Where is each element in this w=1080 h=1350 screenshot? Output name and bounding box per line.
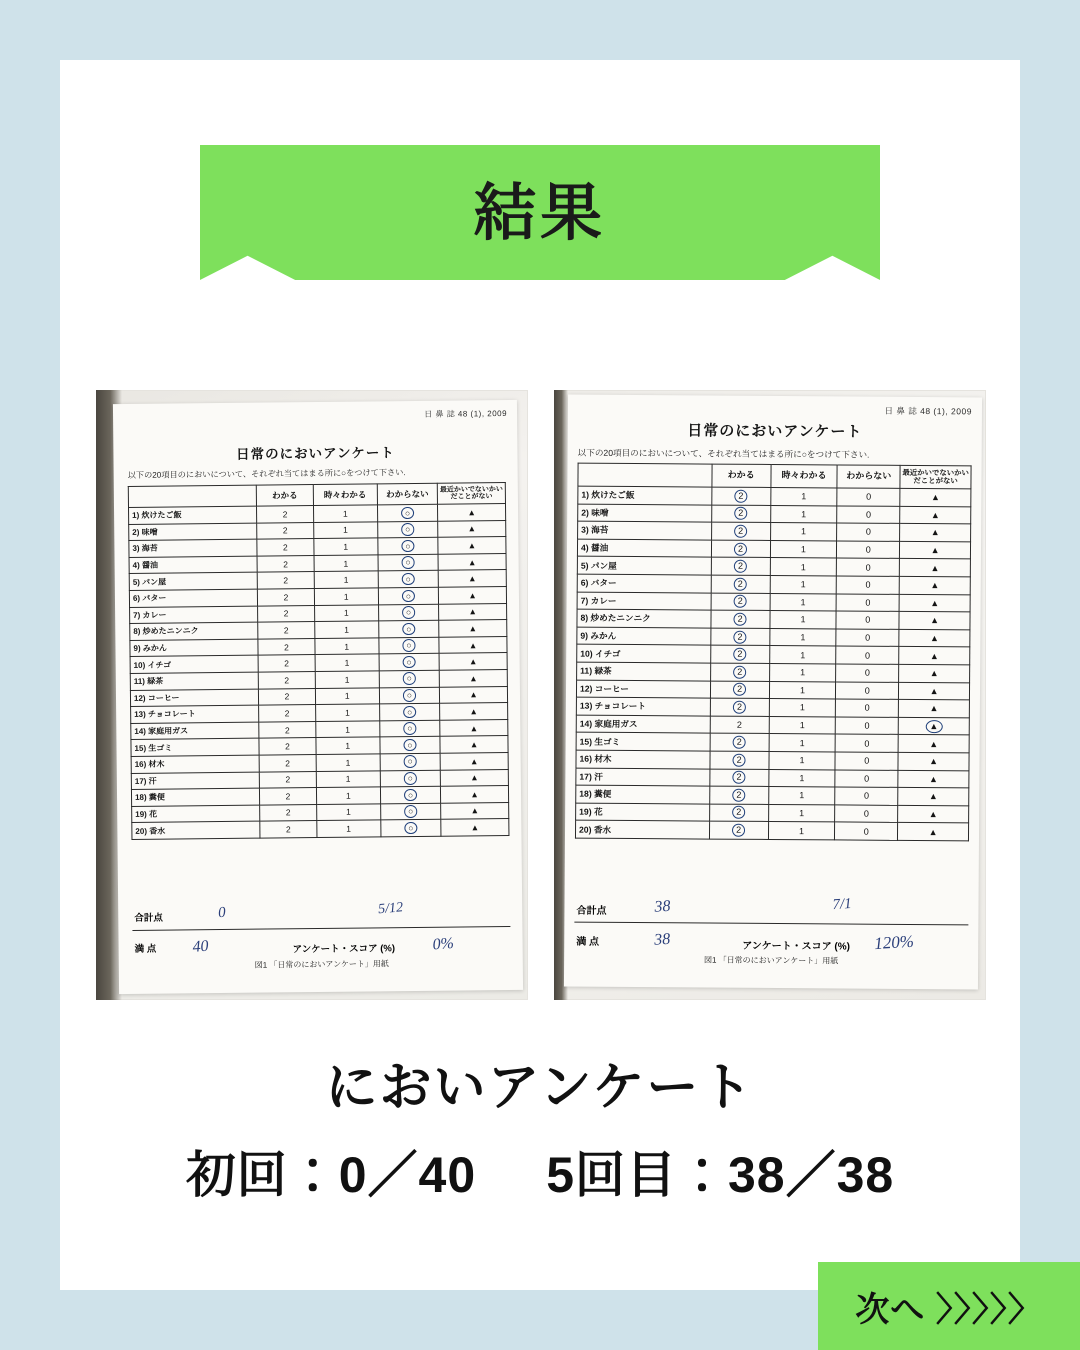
survey-item-label: 16) 材木 (576, 750, 710, 769)
survey-answer-cell[interactable] (711, 593, 770, 611)
survey-answer-cell[interactable]: 2 (258, 622, 315, 639)
survey-footer-right (574, 895, 968, 968)
survey-item-label: 8) 炒めたニンニク (130, 622, 258, 640)
survey-answer-cell[interactable]: ▲ (899, 664, 970, 682)
survey-sheet-fifth (564, 395, 982, 990)
survey-answer-cell[interactable] (378, 537, 438, 554)
survey-answer-cell[interactable] (380, 737, 440, 754)
survey-answer-cell[interactable]: 1 (314, 588, 378, 605)
survey-answer-cell[interactable]: 2 (710, 716, 769, 734)
max-label-right: 満 点 (576, 936, 600, 948)
survey-answer-cell[interactable] (710, 645, 769, 663)
survey-answer-cell[interactable]: 1 (769, 699, 836, 717)
journal-citation-right: 日 鼻 誌 48 (1), 2009 (884, 405, 972, 417)
survey-answer-cell[interactable]: ▲ (439, 620, 507, 637)
survey-item-label: 18) 糞便 (131, 788, 259, 806)
document-instruction-left: 以下の20項目のにおいについて、それぞれ当てはまる所に○をつけて下さい. (127, 468, 406, 480)
survey-item-label: 2) 味噌 (578, 504, 712, 523)
max-label-left: 満 点 (134, 943, 157, 955)
date-note-left: 5/12 (377, 900, 404, 918)
survey-answer-cell[interactable]: 1 (315, 671, 379, 688)
survey-answer-cell[interactable]: 1 (315, 704, 379, 721)
survey-answer-cell[interactable]: ▲ (439, 669, 507, 686)
survey-answer-cell[interactable]: 1 (769, 663, 836, 681)
photo-row (96, 390, 986, 1000)
table-row (132, 819, 509, 840)
survey-answer-cell[interactable] (710, 751, 769, 769)
survey-answer-cell[interactable] (709, 786, 768, 804)
survey-answer-cell[interactable] (378, 604, 438, 621)
survey-item-label: 14) 家庭用ガス (131, 722, 259, 740)
survey-answer-cell[interactable]: 1 (768, 769, 835, 787)
circle-mark-icon: ○ (404, 822, 417, 835)
survey-answer-cell[interactable] (710, 663, 769, 681)
survey-answer-cell[interactable] (378, 587, 438, 604)
survey-item-label: 11) 緑茶 (130, 672, 258, 690)
circle-mark-icon: 2 (734, 560, 747, 573)
survey-item-label: 13) チョコレート (131, 705, 259, 723)
survey-answer-cell[interactable]: 0 (837, 576, 900, 594)
survey-header-1: わかる (256, 485, 313, 507)
circle-mark-icon: ○ (401, 523, 414, 536)
survey-answer-cell[interactable]: 2 (259, 721, 316, 738)
survey-answer-cell[interactable] (380, 803, 440, 820)
survey-answer-cell[interactable]: 0 (835, 734, 898, 752)
survey-answer-cell[interactable]: ▲ (899, 700, 970, 718)
survey-answer-cell[interactable]: 2 (259, 705, 316, 722)
survey-answer-cell[interactable]: ▲ (898, 787, 969, 805)
survey-answer-cell[interactable]: 1 (769, 716, 836, 734)
survey-answer-cell[interactable]: 2 (259, 754, 316, 771)
circle-mark-icon: ○ (402, 656, 415, 669)
survey-answer-cell[interactable] (379, 620, 439, 637)
result-banner (200, 145, 880, 280)
circle-mark-icon: 2 (734, 577, 747, 590)
survey-answer-cell[interactable]: 1 (315, 687, 379, 704)
survey-answer-cell[interactable]: 0 (835, 787, 898, 805)
survey-answer-cell[interactable]: ▲ (900, 559, 971, 577)
survey-answer-cell[interactable]: 1 (769, 681, 836, 699)
survey-answer-cell[interactable]: ▲ (438, 553, 506, 570)
survey-header-4: 最近かいでないかいだことがない (437, 483, 505, 505)
caption-scores (60, 1135, 1020, 1207)
circle-mark-icon: 2 (733, 630, 746, 643)
survey-answer-cell[interactable]: 1 (313, 521, 377, 538)
survey-item-label: 1) 炊けたご飯 (129, 506, 257, 524)
survey-answer-cell[interactable] (711, 610, 770, 628)
survey-footer-left (132, 900, 511, 972)
survey-answer-cell[interactable]: ▲ (899, 576, 970, 594)
survey-item-label: 8) 炒めたニンニク (577, 609, 711, 628)
circle-mark-icon: ○ (403, 722, 416, 735)
circle-mark-icon: ○ (403, 672, 416, 685)
survey-answer-cell[interactable]: 0 (836, 594, 899, 612)
survey-answer-cell[interactable]: 0 (837, 523, 900, 541)
score-fifth-visit: 5回目：38／38 (546, 1147, 895, 1203)
total-value-left: 0 (217, 904, 227, 922)
survey-table-head-right (578, 463, 971, 489)
circle-mark-icon: ○ (401, 556, 414, 569)
survey-answer-cell[interactable]: ▲ (898, 805, 969, 823)
survey-answer-cell[interactable] (898, 717, 969, 735)
circle-mark-icon: 2 (734, 613, 747, 626)
survey-item-label: 17) 汗 (131, 772, 259, 790)
survey-item-label: 20) 香水 (132, 821, 260, 839)
next-button[interactable] (818, 1262, 1080, 1350)
max-value-right: 38 (653, 930, 671, 949)
survey-answer-cell[interactable] (380, 753, 440, 770)
table-row (575, 820, 968, 840)
survey-header-3: わからない (837, 465, 900, 488)
survey-answer-cell[interactable]: ▲ (439, 653, 507, 670)
survey-item-label: 7) カレー (577, 592, 711, 611)
survey-answer-cell[interactable]: 1 (768, 787, 835, 805)
content-card (60, 60, 1020, 1290)
survey-item-label: 16) 材木 (131, 755, 259, 773)
circle-mark-icon: 2 (734, 507, 747, 520)
survey-item-label: 9) みかん (577, 627, 711, 646)
survey-answer-cell[interactable]: ▲ (440, 752, 508, 769)
survey-answer-cell[interactable] (381, 820, 441, 837)
survey-answer-cell[interactable]: 1 (316, 737, 380, 754)
survey-answer-cell[interactable] (711, 505, 770, 523)
survey-answer-cell[interactable] (379, 654, 439, 671)
survey-item-label: 5) パン屋 (577, 557, 711, 576)
survey-answer-cell[interactable]: 2 (258, 605, 315, 622)
survey-item-label: 5) パン屋 (129, 573, 257, 591)
survey-answer-cell[interactable]: 1 (770, 487, 837, 505)
survey-item-label: 12) コーヒー (576, 680, 710, 699)
survey-answer-cell[interactable] (380, 720, 440, 737)
survey-answer-cell[interactable]: 1 (769, 751, 836, 769)
survey-answer-cell[interactable]: 1 (314, 538, 378, 555)
total-value-right: 38 (653, 897, 671, 916)
survey-answer-cell[interactable]: 0 (837, 558, 900, 576)
survey-header-2: 時々わかる (313, 484, 377, 506)
survey-item-label: 10) イチゴ (130, 655, 258, 673)
survey-answer-cell[interactable]: ▲ (898, 823, 969, 841)
document-title-left: 日常のにおいアンケート (236, 445, 395, 462)
survey-answer-cell[interactable] (377, 521, 437, 538)
survey-answer-cell[interactable]: 1 (316, 770, 380, 787)
survey-answer-cell[interactable]: ▲ (438, 504, 506, 521)
survey-answer-cell[interactable]: 2 (258, 655, 315, 672)
survey-answer-cell[interactable]: ▲ (440, 769, 508, 786)
survey-answer-cell[interactable]: 1 (770, 611, 837, 629)
survey-answer-cell[interactable]: 1 (768, 804, 835, 822)
survey-answer-cell[interactable]: 1 (769, 628, 836, 646)
survey-answer-cell[interactable]: 1 (770, 523, 837, 541)
circle-mark-icon: ○ (403, 689, 416, 702)
survey-photo-fifth[interactable] (554, 390, 986, 1000)
survey-answer-cell[interactable]: ▲ (899, 612, 970, 630)
circle-mark-icon: 2 (734, 525, 747, 538)
score-label-right: アンケート・スコア (%) (742, 940, 850, 953)
figure-caption-left: 図1 「日常のにおいアンケート」用紙 (254, 959, 389, 970)
survey-answer-cell[interactable]: 0 (837, 541, 900, 559)
survey-header-2: 時々わかる (770, 464, 837, 487)
survey-answer-cell[interactable]: ▲ (899, 682, 970, 700)
survey-answer-cell[interactable] (711, 575, 770, 593)
survey-answer-cell[interactable]: 0 (837, 506, 900, 524)
circle-mark-icon: ○ (402, 639, 415, 652)
survey-answer-cell[interactable]: 2 (258, 671, 315, 688)
survey-answer-cell[interactable]: 0 (835, 805, 898, 823)
survey-answer-cell[interactable] (379, 637, 439, 654)
survey-item-label: 14) 家庭用ガス (576, 715, 710, 734)
survey-answer-cell[interactable] (377, 504, 437, 521)
survey-answer-cell[interactable]: 1 (315, 638, 379, 655)
survey-answer-cell[interactable]: ▲ (440, 736, 508, 753)
survey-header-3: わからない (377, 483, 438, 505)
survey-answer-cell[interactable] (379, 687, 439, 704)
survey-item-label: 3) 海苔 (129, 539, 257, 557)
survey-answer-cell[interactable]: ▲ (438, 537, 506, 554)
caption-title: においアンケート (325, 1059, 755, 1117)
survey-answer-cell[interactable]: 0 (836, 681, 899, 699)
survey-item-label: 15) 生ゴミ (131, 738, 259, 756)
survey-answer-cell[interactable]: 0 (836, 629, 899, 647)
survey-answer-cell[interactable]: 1 (314, 604, 378, 621)
survey-answer-cell[interactable]: ▲ (438, 570, 506, 587)
survey-answer-cell[interactable]: ▲ (898, 770, 969, 788)
circle-mark-icon: ○ (404, 772, 417, 785)
survey-answer-cell[interactable]: ▲ (900, 541, 971, 559)
document-instruction-right: 以下の20項目のにおいについて、それぞれ当てはまる所に○をつけて下さい. (577, 447, 870, 460)
circle-mark-icon: 2 (733, 648, 746, 661)
circle-mark-icon: ○ (401, 507, 414, 520)
survey-answer-cell[interactable] (710, 628, 769, 646)
survey-answer-cell[interactable]: 1 (769, 646, 836, 664)
journal-citation-left: 日 鼻 誌 48 (1), 2009 (424, 409, 508, 419)
survey-answer-cell[interactable]: ▲ (441, 802, 509, 819)
survey-header-0 (578, 463, 712, 487)
survey-header-0 (128, 485, 256, 507)
survey-item-label: 4) 醤油 (577, 539, 711, 558)
survey-answer-cell[interactable]: 2 (257, 506, 314, 523)
total-label-left: 合計点 (134, 912, 163, 924)
survey-item-label: 18) 糞便 (576, 785, 710, 804)
survey-answer-cell[interactable]: 2 (260, 804, 317, 821)
survey-answer-cell[interactable] (709, 769, 768, 787)
document-title-right: 日常のにおいアンケート (687, 422, 863, 441)
survey-table-body-right (575, 486, 970, 841)
survey-item-label: 10) イチゴ (577, 644, 711, 663)
survey-answer-cell[interactable]: 0 (836, 717, 899, 735)
survey-answer-cell[interactable]: 2 (258, 589, 315, 606)
survey-answer-cell[interactable]: 1 (768, 822, 835, 840)
survey-answer-cell[interactable]: 1 (770, 505, 837, 523)
survey-answer-cell[interactable]: 2 (259, 688, 316, 705)
survey-answer-cell[interactable]: 2 (257, 522, 314, 539)
circle-mark-icon: 2 (733, 736, 746, 749)
survey-answer-cell[interactable]: ▲ (900, 488, 971, 506)
circle-mark-icon: 2 (732, 806, 745, 819)
survey-answer-cell[interactable] (709, 821, 768, 839)
survey-answer-cell[interactable] (380, 770, 440, 787)
survey-answer-cell[interactable]: 1 (315, 721, 379, 738)
table-header-row (578, 463, 971, 489)
survey-answer-cell[interactable]: ▲ (899, 647, 970, 665)
next-button-label: 次へ 〉〉〉〉〉 (855, 1290, 1043, 1329)
survey-answer-cell[interactable]: 0 (836, 646, 899, 664)
circle-mark-icon: ○ (402, 623, 415, 636)
survey-answer-cell[interactable] (709, 804, 768, 822)
score-label-left: アンケート・スコア (%) (292, 943, 396, 956)
survey-answer-cell[interactable] (378, 571, 438, 588)
survey-answer-cell[interactable]: 1 (316, 754, 380, 771)
circle-mark-icon: 2 (734, 490, 747, 503)
survey-answer-cell[interactable] (711, 487, 770, 505)
survey-table-right (575, 463, 972, 842)
score-value-left: 0% (431, 934, 455, 954)
survey-item-label: 9) みかん (130, 639, 258, 657)
survey-sheet-first (113, 400, 523, 994)
survey-answer-cell[interactable]: 2 (257, 572, 314, 589)
survey-answer-cell[interactable]: 0 (836, 699, 899, 717)
survey-header-1: わかる (712, 464, 771, 487)
circle-mark-icon: ○ (403, 755, 416, 768)
circle-mark-icon: ○ (401, 540, 414, 553)
survey-answer-cell[interactable]: 2 (257, 539, 314, 556)
survey-answer-cell[interactable]: 0 (836, 664, 899, 682)
survey-answer-cell[interactable]: 2 (257, 555, 314, 572)
survey-item-label: 19) 花 (132, 805, 260, 823)
survey-table-wrap-right (575, 463, 972, 842)
survey-answer-cell[interactable]: ▲ (900, 524, 971, 542)
survey-answer-cell[interactable]: ▲ (898, 735, 969, 753)
survey-answer-cell[interactable]: 2 (258, 638, 315, 655)
survey-answer-cell[interactable]: 0 (836, 611, 899, 629)
survey-answer-cell[interactable]: 1 (313, 505, 377, 522)
survey-answer-cell[interactable]: ▲ (899, 594, 970, 612)
survey-item-label: 2) 味噌 (129, 523, 257, 541)
survey-answer-cell[interactable]: 1 (314, 571, 378, 588)
max-value-left: 40 (191, 937, 210, 956)
circle-mark-icon: ▲ (925, 720, 942, 733)
circle-mark-icon: ○ (402, 589, 415, 602)
date-note-right: 7/1 (832, 895, 853, 914)
survey-answer-cell[interactable] (380, 786, 440, 803)
circle-mark-icon: 2 (732, 824, 745, 837)
survey-answer-cell[interactable]: 0 (835, 752, 898, 770)
circle-mark-icon: ○ (402, 573, 415, 586)
survey-item-label: 19) 花 (576, 803, 710, 822)
survey-answer-cell[interactable] (711, 540, 770, 558)
survey-answer-cell[interactable]: 2 (260, 788, 317, 805)
survey-item-label: 4) 醤油 (129, 556, 257, 574)
survey-answer-cell[interactable]: 0 (835, 769, 898, 787)
survey-item-label: 13) チョコレート (576, 697, 710, 716)
circle-mark-icon: 2 (733, 665, 746, 678)
circle-mark-icon: 2 (734, 542, 747, 555)
survey-answer-cell[interactable]: ▲ (440, 686, 508, 703)
survey-answer-cell[interactable]: ▲ (440, 703, 508, 720)
circle-mark-icon: 2 (732, 789, 745, 802)
circle-mark-icon: ○ (402, 606, 415, 619)
survey-answer-cell[interactable]: 1 (316, 804, 380, 821)
survey-item-label: 7) カレー (130, 606, 258, 624)
circle-mark-icon: 2 (732, 771, 745, 784)
survey-answer-cell[interactable] (711, 557, 770, 575)
survey-answer-cell[interactable] (379, 703, 439, 720)
banner-title: 結果 (473, 179, 606, 248)
survey-answer-cell[interactable] (379, 670, 439, 687)
circle-mark-icon: ○ (404, 789, 417, 802)
survey-answer-cell[interactable]: ▲ (900, 506, 971, 524)
survey-item-label: 11) 緑茶 (577, 662, 711, 681)
survey-answer-cell[interactable]: 0 (837, 488, 900, 506)
survey-answer-cell[interactable] (710, 698, 769, 716)
survey-answer-cell[interactable]: ▲ (439, 636, 507, 653)
circle-mark-icon: 2 (733, 753, 746, 766)
survey-answer-cell[interactable]: ▲ (441, 786, 509, 803)
survey-answer-cell[interactable]: 1 (317, 820, 381, 837)
survey-answer-cell[interactable]: 2 (259, 771, 316, 788)
survey-answer-cell[interactable]: ▲ (899, 629, 970, 647)
survey-answer-cell[interactable]: 1 (770, 540, 837, 558)
survey-table-wrap-left (128, 482, 510, 840)
circle-mark-icon: 2 (734, 595, 747, 608)
survey-answer-cell[interactable]: ▲ (440, 719, 508, 736)
survey-answer-cell[interactable]: 1 (770, 558, 837, 576)
survey-answer-cell[interactable]: ▲ (898, 752, 969, 770)
survey-answer-cell[interactable]: 1 (769, 734, 836, 752)
score-value-right: 120% (873, 931, 915, 954)
survey-item-label: 15) 生ゴミ (576, 732, 710, 751)
circle-mark-icon: ○ (404, 805, 417, 818)
survey-answer-cell[interactable]: 1 (314, 555, 378, 572)
circle-mark-icon: ○ (403, 739, 416, 752)
total-label-right: 合計点 (576, 905, 607, 917)
survey-answer-cell[interactable]: 1 (316, 787, 380, 804)
circle-mark-icon: 2 (733, 683, 746, 696)
survey-answer-cell[interactable]: ▲ (438, 586, 506, 603)
survey-item-label: 12) コーヒー (130, 689, 258, 707)
survey-item-label: 1) 炊けたご飯 (578, 486, 712, 505)
figure-caption-right: 図1 「日常のにおいアンケート」用紙 (703, 955, 839, 966)
survey-answer-cell[interactable]: 0 (835, 822, 898, 840)
survey-answer-cell[interactable]: 2 (260, 821, 317, 838)
survey-item-label: 20) 香水 (575, 820, 709, 839)
survey-answer-cell[interactable]: ▲ (438, 520, 506, 537)
survey-answer-cell[interactable]: 1 (315, 654, 379, 671)
survey-item-label: 3) 海苔 (578, 521, 712, 540)
survey-answer-cell[interactable]: ▲ (439, 603, 507, 620)
survey-answer-cell[interactable]: ▲ (441, 819, 509, 836)
survey-answer-cell[interactable]: 2 (259, 738, 316, 755)
survey-answer-cell[interactable]: 1 (314, 621, 378, 638)
survey-answer-cell[interactable] (710, 733, 769, 751)
survey-photo-first[interactable] (96, 390, 528, 1000)
survey-item-label: 6) バター (129, 589, 257, 607)
survey-item-label: 17) 汗 (576, 768, 710, 787)
survey-answer-cell[interactable] (710, 681, 769, 699)
survey-answer-cell[interactable]: 1 (770, 575, 837, 593)
circle-mark-icon: 2 (733, 701, 746, 714)
circle-mark-icon: ○ (403, 706, 416, 719)
score-first-visit: 初回：0／40 (185, 1147, 477, 1203)
survey-answer-cell[interactable] (711, 522, 770, 540)
survey-table-left (128, 482, 510, 840)
survey-header-4: 最近かいでないかいだことがない (900, 465, 971, 488)
survey-answer-cell[interactable]: 1 (770, 593, 837, 611)
survey-table-body-left (129, 504, 509, 840)
survey-item-label: 6) バター (577, 574, 711, 593)
survey-answer-cell[interactable] (378, 554, 438, 571)
